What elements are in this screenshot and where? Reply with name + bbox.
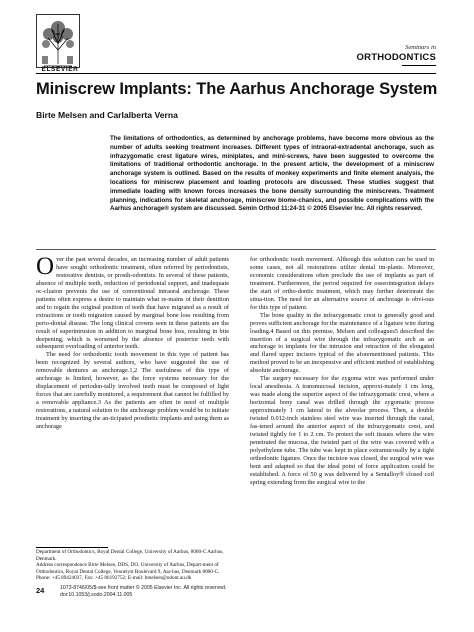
body-paragraph bbox=[36, 253, 229, 351]
document-info bbox=[60, 585, 226, 599]
body-column-right bbox=[250, 256, 434, 487]
footnote-department: Department of Orthodontics, Royal Dental College, University of Aarhus, 8000-C Aarhus, Denmark. bbox=[36, 549, 224, 562]
body-paragraph: The bone quality in the infrazygomatic crest is generally good and proves sufficient anchorage for the maintenance of a ligature wire during loading.4 Based on this premise, Melsen and colleagues5 described the insertion of a surgical wire through the infrazygomatic arch as an anchorage to implants for the intrusion and retraction of the elongated and flared upper incisors typical of the aforementioned patients. This method proved to be an inexpensive and efficient method of establishing absolute anchorage. bbox=[250, 311, 434, 375]
body-paragraph: The surgery necessary for the zygoma wire was performed under local anesthesia. A transmucosal incision, approxi-mately 1 cm long, was made along the superior aspect of the infrazygomatic crest, where a horizontal bony canal was drilled through the zygomatic process approximately 1 cm lateral to the alveolar process. Then, a double twisted 0.012-inch stainless steel wire was inserted through the canal, fas-tened around the anterior aspect of the infrazygomatic crest, and twisted tightly for 1 to 2 cm. To protect the soft tissues where the wire penetrated the mucosa, the twisted part of the wire was covered with a polyethylene tube. The tube was kept in place extramucosally by a tight orthodontic ligature. Once the incision was closed, the surgical wire was bent and adapted so that the ideal point of force application could be established. A force of 50 g was delivered by a Sentalloy® closed coil spring extending from the surgical wire to the bbox=[250, 375, 434, 486]
footnote-address: Address correspondence Birte Melsen, DDS, DO, University of Aarhus, Depart-ment of Orthodontics, Royal Dental College, Vennelyst Boulevard 9, Aar-hus, Denmark 8000-C. Phone: +45 89424037, Fax: +45 86192752; E-mail: bmelsen@odont.au.dk bbox=[36, 562, 220, 582]
elsevier-tree-logo bbox=[36, 14, 80, 68]
header-rule bbox=[36, 73, 436, 74]
body-paragraph: The need for orthodontic tooth movement in this type of patient has been recognized by several authors, who have suggested the use of removable dentures as anchorage.1,2 The usefulness of this type of anchorage is limited, however, as the force systems necessary for the displacement of periodon-tally involved teeth must be composed of light forces that are carefully monitored, a requirement that cannot be fulfilled by a removable appliance.3 As the patients are often in need of multiple restorations, a natural solution to the anchorage problem would be to initiate treatment by inserting the an-ticipated prosthetic implants and using them as anchorage bbox=[36, 351, 229, 431]
abstract-rule bbox=[36, 249, 436, 250]
page-number: 24 bbox=[36, 586, 45, 595]
journal-series: Seminars in bbox=[405, 44, 436, 51]
journal-title: ORTHODONTICS bbox=[356, 52, 436, 63]
journal-rule bbox=[402, 65, 436, 66]
body-column-left bbox=[36, 253, 229, 431]
abstract: The limitations of orthodontics, as determined by anchorage problems, have become more obvious as the number of adults seeking treatment increases. Different types of intraoral-extradental anchorage, such as infrazygomatic crest ligature wires, miniplates, and mini-screws, have been suggested to overcome the limitations of traditional orthodontic anchorage. In the present article, the development of a miniscrew anchorage system is outlined. Based on the results of monkey experiments and finite element analysis, the locations for miniscrew placement and loading protocols are discussed. These studies suggest that immediate loading with known forces increases the bone density surrounding the miniscrews. Treatment planning, indications for skeletal anchorage, miniscrew biome-chanics, and possible complications with the Aarhus anchorage® system are discussed. Semin Orthod 11:24-31 © 2005 Elsevier Inc. All rights reserved. bbox=[110, 135, 434, 213]
drop-cap: O bbox=[36, 253, 55, 280]
doi-line: doi:10.1053/j.sodo.2004.11.005 bbox=[60, 591, 133, 598]
article-authors: Birte Melsen and Carlalberta Verna bbox=[36, 110, 178, 120]
article-title: Miniscrew Implants: The Aarhus Anchorage System bbox=[36, 80, 438, 98]
footnote-rule bbox=[36, 547, 108, 548]
body-paragraph: for orthodontic tooth movement. Although this solution can be used in some cases, not all restorations utilize dental im-plants. Moreover, economic considerations often preclude the use of implants as part of treatment. Furthermore, the period required for osseointegration delays the start of ortho-dontic treatment, which may further deteriorate the situa-tion. The need for an alternative source of anchorage is obvi-ous for this type of patient. bbox=[250, 256, 434, 311]
publisher-name: ELSEVIER bbox=[41, 66, 79, 73]
affiliation-footnote bbox=[36, 549, 229, 582]
issn-line: 1073-8746/05/$-see front matter © 2005 Elsevier Inc. All rights reserved. bbox=[60, 585, 227, 591]
body-paragraph-text: ver the past several decades, an increasing number of adult patients have sought orthodontic treatment, often referred by periodontists, restorative dentists, or prosth-odontists. In several of these patients, absence of multiple teeth, reduction of periodontal support, and inadequate oc-clusion prevents the use of conventional intraoral anchorage. These patients often express a desire to maintain what re-mains of their dentition and to regain the original position of teeth that have migrated as a result of extractions or tooth migration caused by marginal bone loss resulting from perio-dontal disease. The long clinical crowns seen in these patients are the result of superintrusion in addition to marginal bone loss, resulting in bite deepening, which is worsened by the absence of posterior teeth with subsequent overloading of anterior teeth. bbox=[36, 256, 229, 351]
